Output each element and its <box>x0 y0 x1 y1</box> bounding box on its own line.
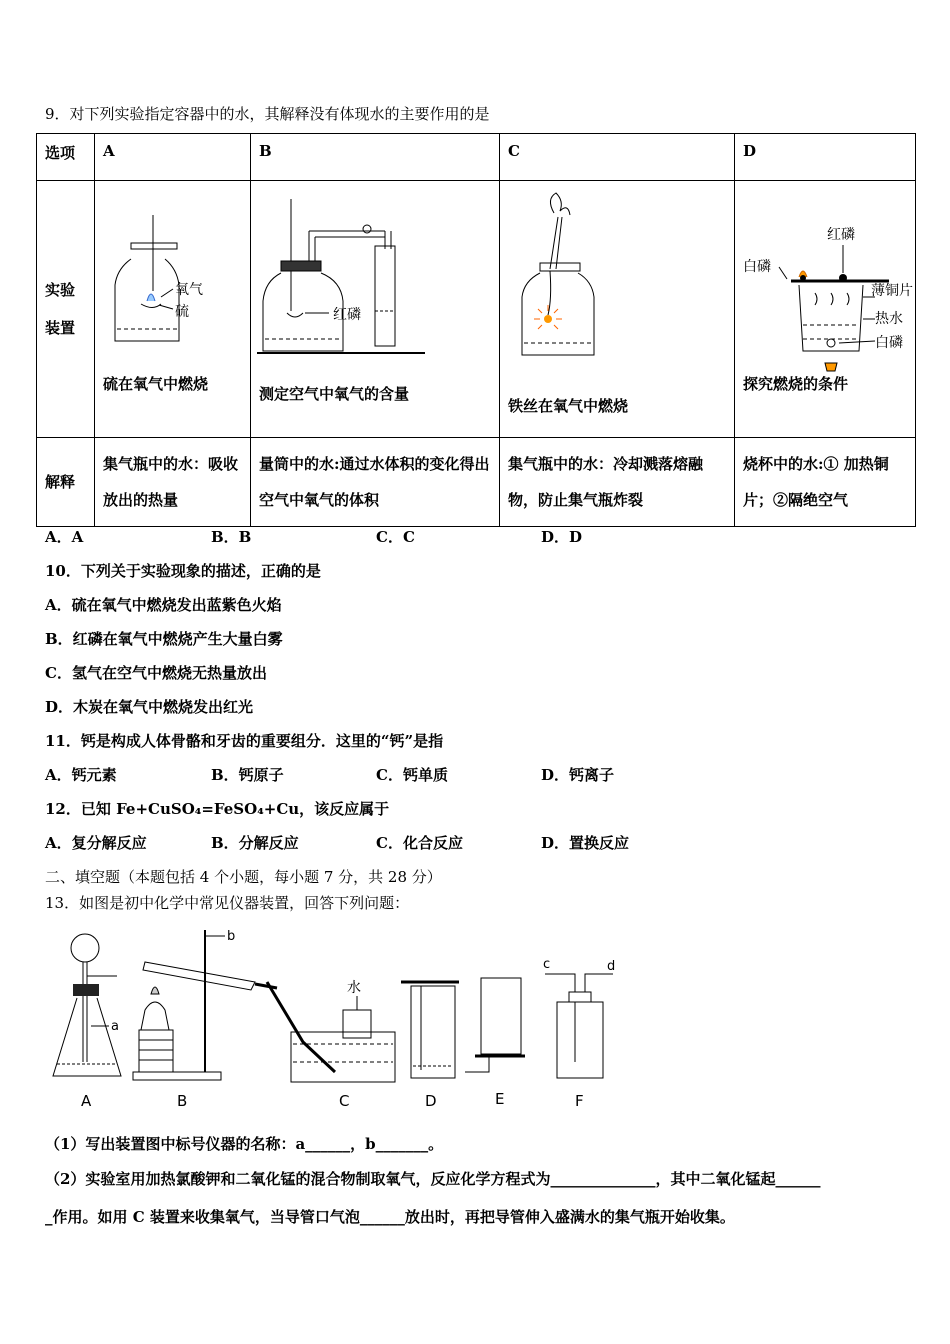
q11-option-c[interactable]: C．钙单质 <box>376 766 448 784</box>
label-white-phosphorus-top: 白磷 <box>743 259 771 275</box>
label-hot-water: 热水 <box>875 311 903 327</box>
q9-stem: 9．对下列实验指定容器中的水，其解释没有体现水的主要作用的是 <box>45 105 490 123</box>
mark-water: 水 <box>347 980 361 996</box>
explain-d: 烧杯中的水:① 加热铜片；②隔绝空气 <box>735 438 916 527</box>
caption-d: 探究燃烧的条件 <box>743 375 849 393</box>
explain-label: 解释 <box>37 438 95 527</box>
apparatus-b <box>133 929 277 1110</box>
q12-stem: 12．已知 Fe+CuSO₄=FeSO₄+Cu，该反应属于 <box>45 800 390 818</box>
mark-a: a <box>111 1019 119 1034</box>
label-red-phosphorus-b: 红磷 <box>333 307 361 323</box>
label-copper-sheet: 薄铜片 <box>871 283 913 299</box>
q11-options <box>45 764 745 784</box>
q10-option-c[interactable]: C．氢气在空气中燃烧无热量放出 <box>45 664 267 682</box>
figure-oxygen-content <box>257 191 492 371</box>
label-white-phosphorus-bottom: 白磷 <box>875 335 903 351</box>
q9-option-c[interactable]: C．C <box>376 528 415 546</box>
q9-option-d[interactable]: D．D <box>541 528 583 546</box>
q12-option-b[interactable]: B．分解反应 <box>211 834 299 852</box>
caption-b: 测定空气中氧气的含量 <box>259 385 410 403</box>
apparatus-a <box>53 934 121 1110</box>
mark-d: d <box>607 959 616 974</box>
q12-option-c[interactable]: C．化合反应 <box>376 834 463 852</box>
header-d: D <box>735 134 916 181</box>
mark-b: b <box>227 929 236 944</box>
q13-stem: 13．如图是初中化学中常见仪器装置，回答下列问题： <box>45 894 410 912</box>
label-sulfur: 硫 <box>175 304 189 320</box>
q9-option-b[interactable]: B．B <box>211 528 252 546</box>
explain-a: 集气瓶中的水：吸收放出的热量 <box>95 438 251 527</box>
q13-sub1: （1）写出装置图中标号仪器的名称：a______，b_______。 <box>45 1135 444 1153</box>
q11-option-b[interactable]: B．钙原子 <box>211 766 284 784</box>
figure-sulfur-in-oxygen <box>101 209 241 359</box>
caption-a: 硫在氧气中燃烧 <box>103 375 209 393</box>
apparatus-label-1: 实验 <box>45 281 76 299</box>
header-c: C <box>500 134 735 181</box>
header-b: B <box>251 134 500 181</box>
header-option: 选项 <box>37 134 95 181</box>
letter-a: A <box>81 1092 92 1110</box>
label-red-phosphorus-d: 红磷 <box>827 227 855 243</box>
q9-option-a[interactable]: A．A <box>45 528 84 546</box>
label-oxygen: 氧气 <box>175 282 203 298</box>
letter-d: D <box>425 1092 437 1110</box>
explain-b: 量筒中的水:通过水体积的变化得出空气中氧气的体积 <box>251 438 500 527</box>
q13-sub2-line2: _作用。如用 C 装置来收集氧气，当导管口气泡______放出时，再把导管伸入盛满水的集气瓶开始收集。 <box>45 1208 735 1226</box>
header-a: A <box>95 134 251 181</box>
letter-e: E <box>495 1090 505 1108</box>
apparatus-c <box>267 979 395 1110</box>
q13-apparatus-figure <box>45 922 685 1112</box>
q13-sub2-line1: （2）实验室用加热氯酸钾和二氧化锰的混合物制取氧气，反应化学方程式为______________，其中二氧化锰起______ <box>45 1170 821 1188</box>
q12-option-a[interactable]: A．复分解反应 <box>45 834 147 852</box>
mark-c: c <box>543 957 551 972</box>
q12-option-d[interactable]: D．置换反应 <box>541 834 630 852</box>
q12-options <box>45 832 745 852</box>
apparatus-d <box>401 982 459 1110</box>
q9-table <box>36 133 916 527</box>
figure-combustion-conditions <box>739 221 916 381</box>
figure-iron-wire <box>510 189 690 379</box>
q11-stem: 11．钙是构成人体骨骼和牙齿的重要组分．这里的“钙”是指 <box>45 732 444 750</box>
q11-option-d[interactable]: D．钙离子 <box>541 766 615 784</box>
section-fill-in-title: 二、填空题（本题包括 4 个小题，每小题 7 分，共 28 分） <box>45 868 442 886</box>
q11-option-a[interactable]: A．钙元素 <box>45 766 117 784</box>
q10-option-a[interactable]: A．硫在氧气中燃烧发出蓝紫色火焰 <box>45 596 282 614</box>
explain-c: 集气瓶中的水：冷却溅落熔融物，防止集气瓶炸裂 <box>500 438 735 527</box>
letter-c: C <box>339 1092 350 1110</box>
letter-f: F <box>575 1092 584 1110</box>
letter-b: B <box>177 1092 188 1110</box>
q10-stem: 10．下列关于实验现象的描述，正确的是 <box>45 562 321 580</box>
q10-option-d[interactable]: D．木炭在氧气中燃烧发出红光 <box>45 698 254 716</box>
apparatus-e <box>465 978 525 1108</box>
q10-option-b[interactable]: B．红磷在氧气中燃烧产生大量白雾 <box>45 630 283 648</box>
apparatus-label-2: 装置 <box>45 319 76 337</box>
apparatus-f <box>543 957 615 1110</box>
caption-c: 铁丝在氧气中燃烧 <box>508 397 629 415</box>
